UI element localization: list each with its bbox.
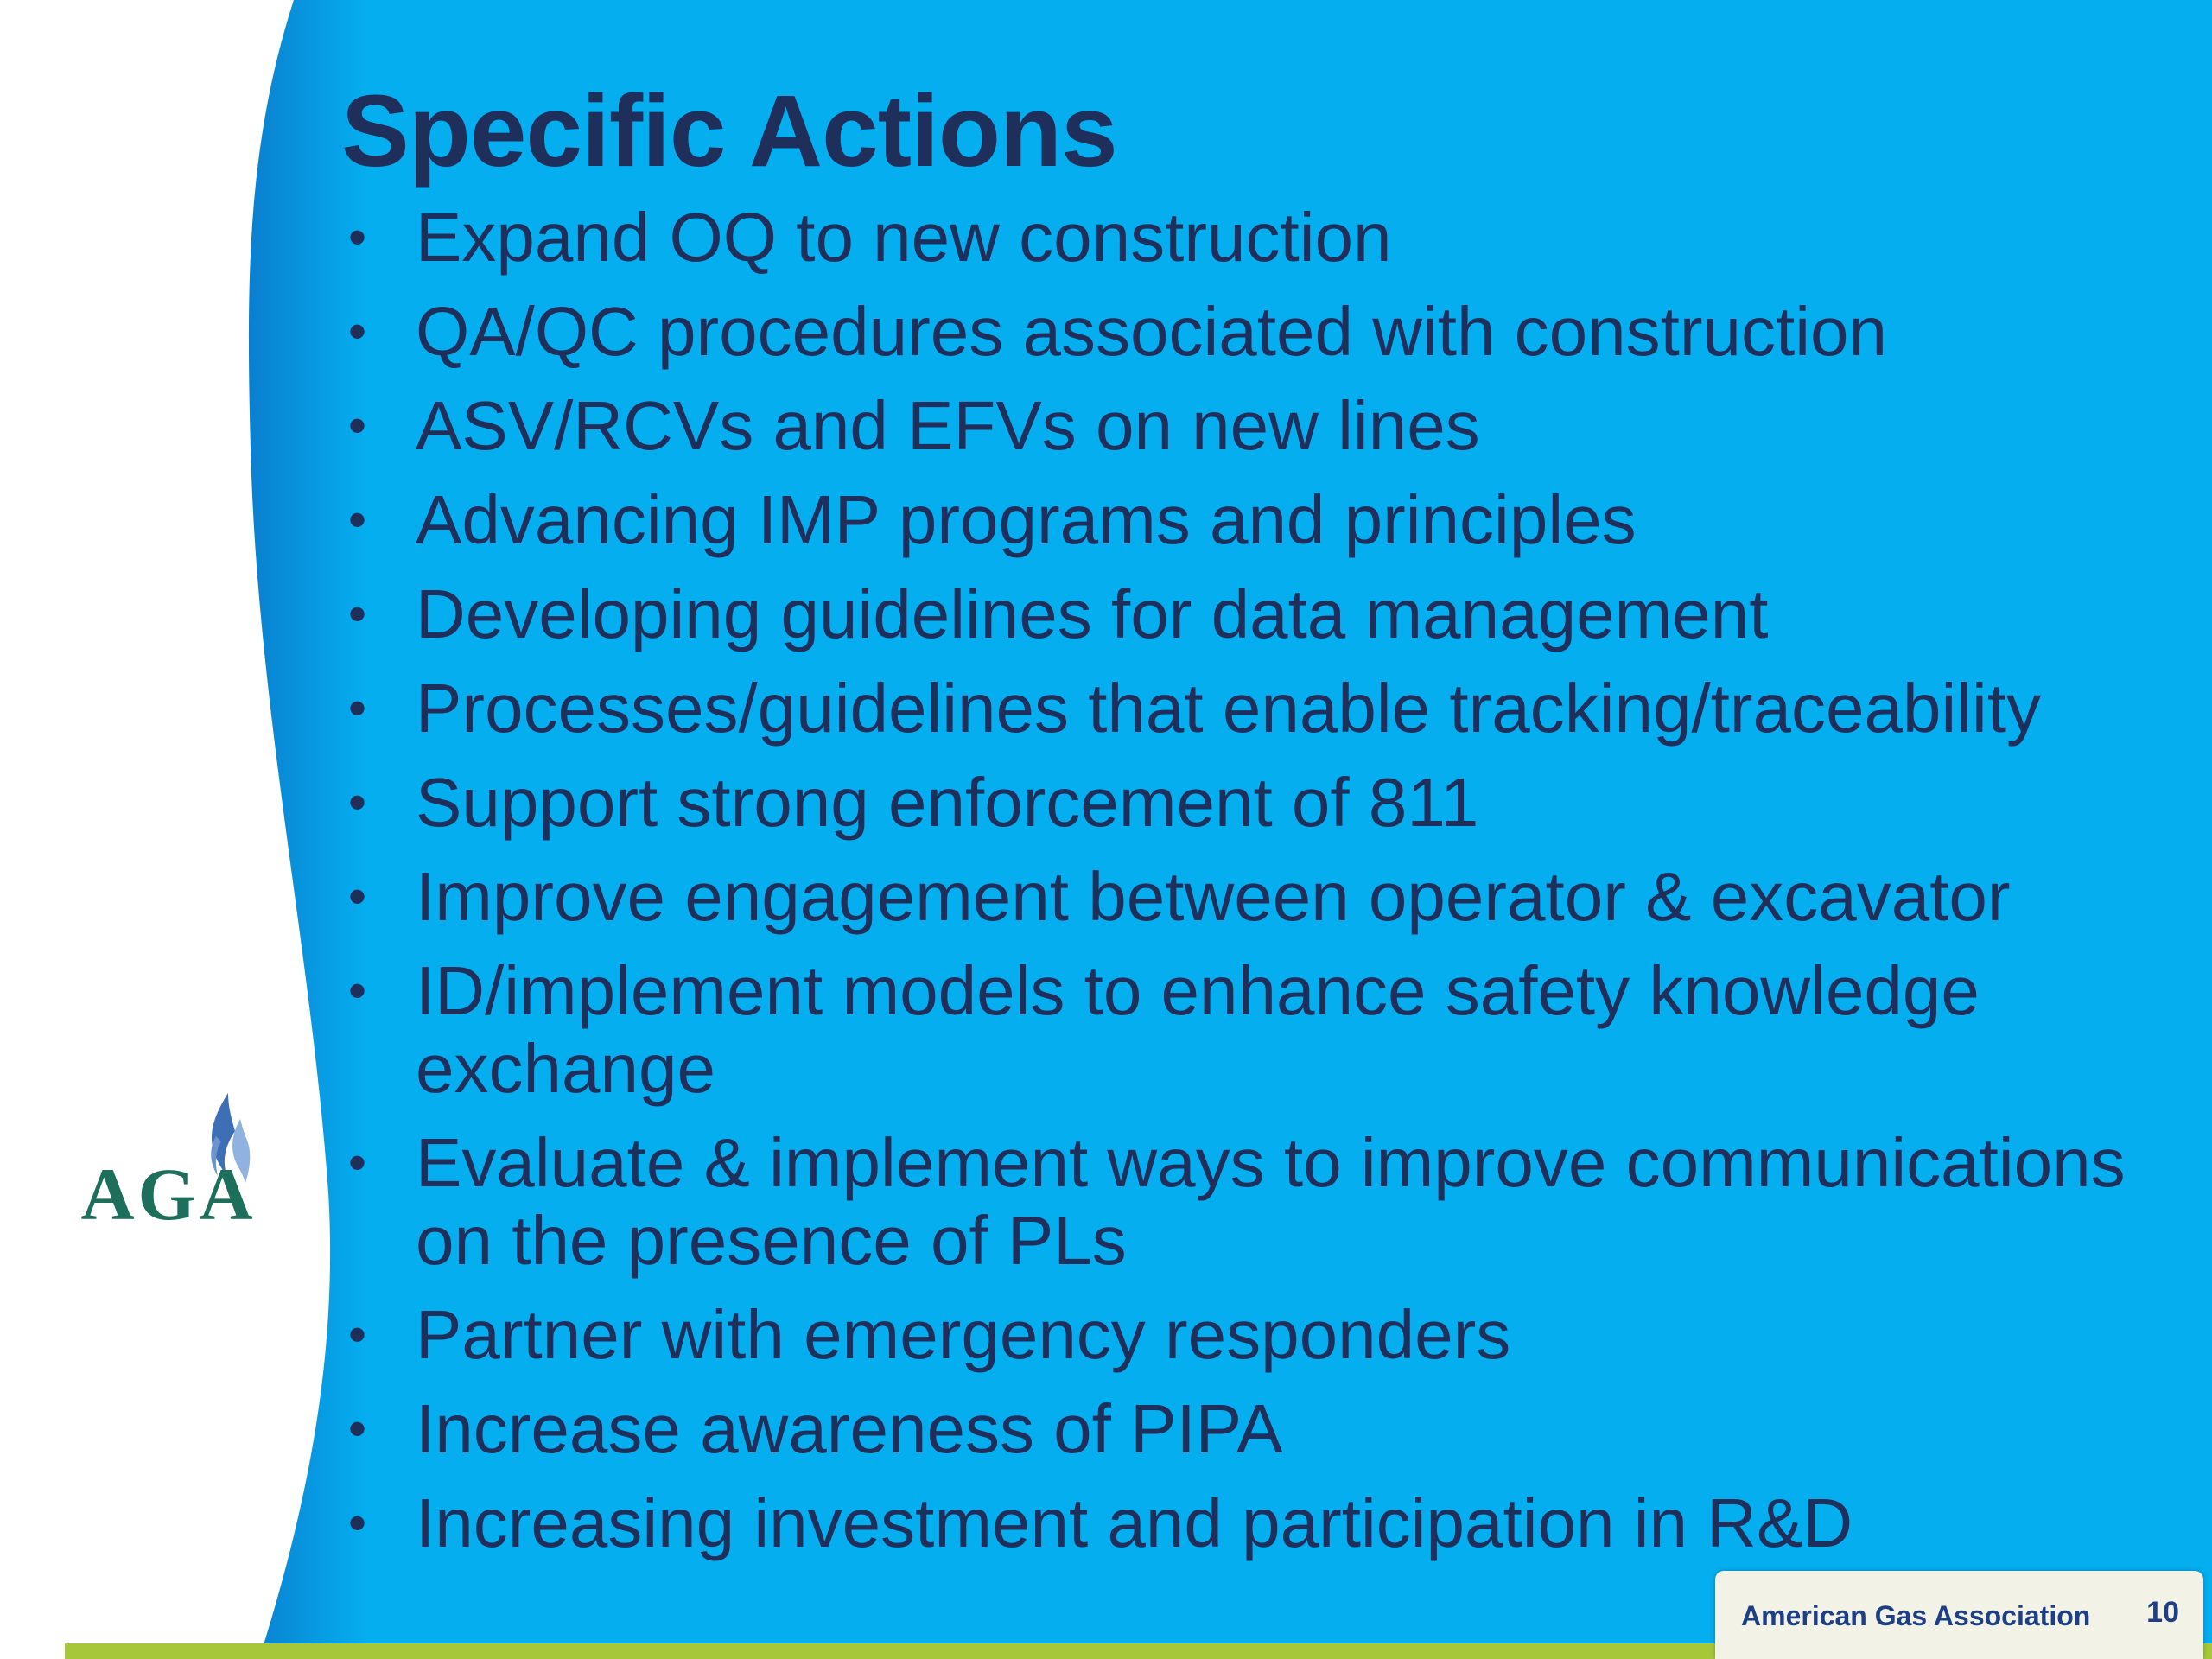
bullet-text: Increase awareness of PIPA <box>416 1390 1283 1467</box>
bullet-item <box>341 1484 2190 1562</box>
bullet-item <box>341 1296 2190 1374</box>
bullet-item <box>341 481 2190 559</box>
bullet-dot: • <box>348 679 367 737</box>
bullet-item <box>341 670 2190 747</box>
bullet-text: Partner with emergency responders <box>416 1296 1511 1373</box>
bullet-item <box>341 764 2190 842</box>
bullet-dot: • <box>348 1494 367 1552</box>
bullet-text: Expand OQ to new construction <box>416 199 1392 276</box>
footer-organization: American Gas Association <box>1741 1600 2091 1631</box>
bullet-text: Improve engagement between operator & excavator <box>416 858 2011 935</box>
bullet-dot: • <box>348 1306 367 1363</box>
bullet-dot: • <box>348 208 367 266</box>
bullet-item <box>341 199 2190 276</box>
bullet-dot: • <box>348 773 367 831</box>
bullet-item <box>341 1390 2190 1468</box>
bullet-text: Support strong enforcement of 811 <box>416 764 1479 841</box>
bullet-dot: • <box>348 868 367 925</box>
bullet-item <box>341 952 2190 1108</box>
bullet-text: Developing guidelines for data management <box>416 575 1769 652</box>
bullet-dot: • <box>348 302 367 360</box>
bullet-text: Advancing IMP programs and principles <box>416 481 1637 558</box>
slide-title: Specific Actions <box>341 74 1117 188</box>
footer-tab <box>1715 1571 2203 1659</box>
bullet-text: Processes/guidelines that enable tracking/traceability <box>416 670 2042 747</box>
bullet-dot: • <box>348 491 367 549</box>
bullet-text: QA/QC procedures associated with construction <box>416 293 1888 370</box>
bullet-text: Increasing investment and participation in R&D <box>416 1484 1853 1561</box>
bullet-item <box>341 575 2190 653</box>
page-number: 10 <box>2146 1596 2179 1629</box>
bullet-item <box>341 858 2190 936</box>
bullet-item <box>341 1124 2190 1280</box>
bullet-dot: • <box>348 1400 367 1458</box>
bullet-text: Evaluate & implement ways to improve communications on the presence of PLs <box>416 1124 2126 1279</box>
logo-text: AGA <box>80 1153 257 1236</box>
bullet-list <box>341 199 2190 1579</box>
bullet-text: ASV/RCVs and EFVs on new lines <box>416 387 1480 464</box>
bullet-item <box>341 387 2190 465</box>
aga-logo <box>35 1093 311 1236</box>
bullet-dot: • <box>348 1134 367 1192</box>
bullet-dot: • <box>348 585 367 643</box>
bullet-dot: • <box>348 397 367 454</box>
bullet-text: ID/implement models to enhance safety knowledge exchange <box>416 952 1980 1107</box>
bullet-dot: • <box>348 962 367 1020</box>
bullet-item <box>341 293 2190 371</box>
